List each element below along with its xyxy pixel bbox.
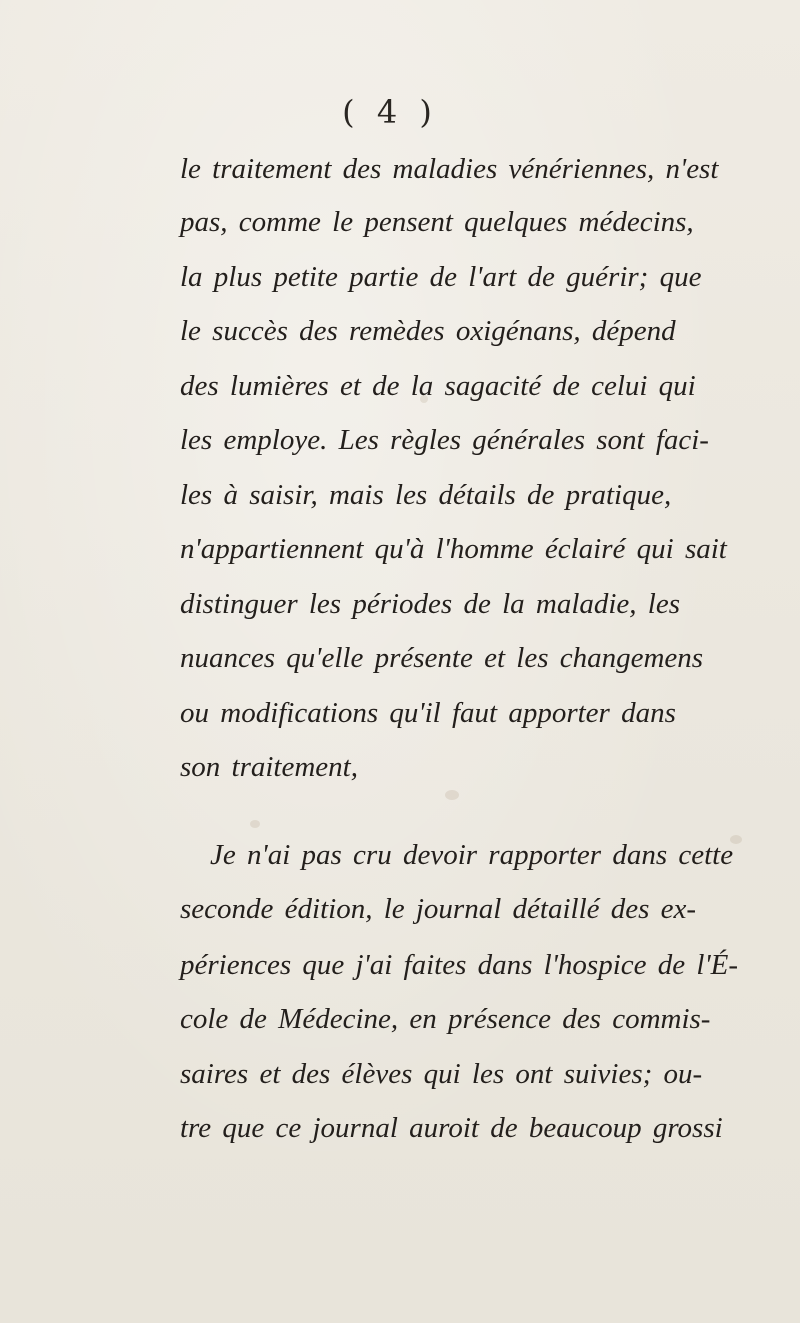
text-line: les à saisir, mais les détails de pratique,: [180, 479, 672, 511]
text-line: ou modifications qu'il faut apporter dans: [180, 697, 676, 729]
text-line: n'appartiennent qu'à l'homme éclairé qui sait: [180, 533, 727, 565]
text-line: des lumières et de la sagacité de celui qui: [180, 370, 696, 402]
text-line: cole de Médecine, en présence des commis-: [180, 1003, 711, 1035]
paper-stain: [250, 820, 260, 828]
text-line: le succès des remèdes oxigénans, dépend: [180, 315, 676, 347]
text-line: nuances qu'elle présente et les changemens: [180, 642, 704, 674]
text-line: distinguer les périodes de la maladie, les: [180, 588, 681, 620]
text-line: la plus petite partie de l'art de guérir; que: [180, 261, 702, 293]
text-line: seconde édition, le journal détaillé des ex-: [180, 893, 697, 925]
text-line: périences que j'ai faites dans l'hospice de l'É-: [180, 949, 739, 981]
text-line: saires et des élèves qui les ont suivies; ou-: [180, 1058, 703, 1090]
text-line: Je n'ai pas cru devoir rapporter dans cette: [210, 839, 734, 871]
text-line: pas, comme le pensent quelques médecins,: [180, 206, 694, 238]
paper-stain: [445, 790, 459, 800]
page-number: ( 4 ): [342, 93, 438, 131]
text-line: tre que ce journal auroit de beaucoup grossi: [180, 1112, 723, 1144]
text-line: le traitement des maladies vénériennes, n'est: [180, 153, 719, 185]
text-line: son traitement,: [180, 751, 358, 783]
text-line: les employe. Les règles générales sont faci-: [180, 424, 709, 456]
